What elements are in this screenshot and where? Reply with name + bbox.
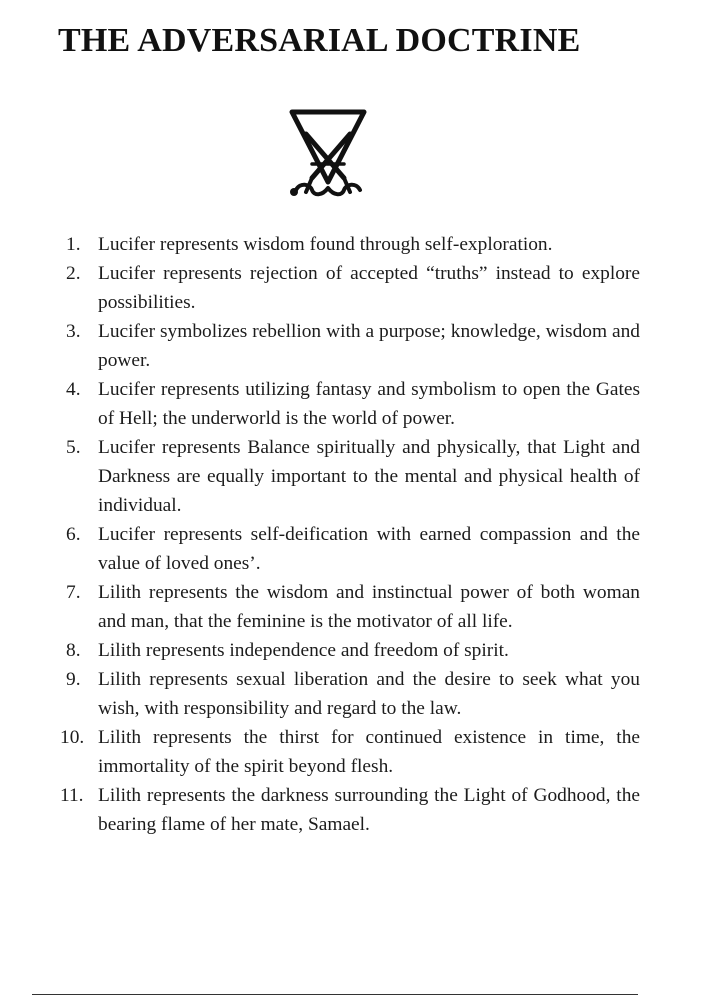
list-item <box>60 230 640 259</box>
doctrine-list <box>60 230 640 839</box>
list-item <box>60 375 640 433</box>
list-item <box>60 636 640 665</box>
list-item <box>60 781 640 839</box>
list-item <box>60 317 640 375</box>
item-text: Lucifer represents wisdom found through self-exploration. <box>98 234 553 255</box>
item-number: 8. <box>66 640 81 661</box>
list-item <box>60 665 640 723</box>
list-item <box>60 520 640 578</box>
item-number: 10. <box>60 727 85 748</box>
item-text: Lilith represents the thirst for continued existence in time, the immortality of the spirit beyond flesh. <box>98 727 640 777</box>
list-item <box>60 259 640 317</box>
list-item <box>60 578 640 636</box>
item-number: 3. <box>66 321 81 342</box>
item-text: Lucifer represents Balance spiritually and physically, that Light and Darkness are equally important to the mental and physical health of individual. <box>98 437 640 516</box>
item-text: Lilith represents the wisdom and instinctual power of both woman and man, that the feminine is the motivator of all life. <box>98 582 640 632</box>
item-number: 9. <box>66 669 81 690</box>
item-text: Lucifer represents self-deification with earned compassion and the value of loved ones’. <box>98 524 640 574</box>
item-text: Lucifer symbolizes rebellion with a purpose; knowledge, wisdom and power. <box>98 321 640 371</box>
item-text: Lilith represents independence and freedom of spirit. <box>98 640 509 661</box>
list-item <box>60 723 640 781</box>
item-text: Lilith represents the darkness surrounding the Light of Godhood, the bearing flame of her mate, Samael. <box>98 785 640 835</box>
item-number: 5. <box>66 437 81 458</box>
bottom-divider <box>32 994 638 995</box>
item-number: 4. <box>66 379 81 400</box>
item-number: 6. <box>66 524 81 545</box>
item-text: Lilith represents sexual liberation and the desire to seek what you wish, with responsibility and regard to the law. <box>98 669 640 719</box>
item-number: 7. <box>66 582 81 603</box>
page-title: THE ADVERSARIAL DOCTRINE <box>58 22 581 59</box>
list-item <box>60 433 640 520</box>
item-number: 11. <box>60 785 84 806</box>
item-text: Lucifer represents rejection of accepted “truths” instead to explore possibilities. <box>98 263 640 313</box>
item-number: 1. <box>66 234 81 255</box>
sigil-of-lucifer-icon <box>282 104 374 204</box>
item-text: Lucifer represents utilizing fantasy and symbolism to open the Gates of Hell; the underworld is the world of power. <box>98 379 640 429</box>
item-number: 2. <box>66 263 81 284</box>
